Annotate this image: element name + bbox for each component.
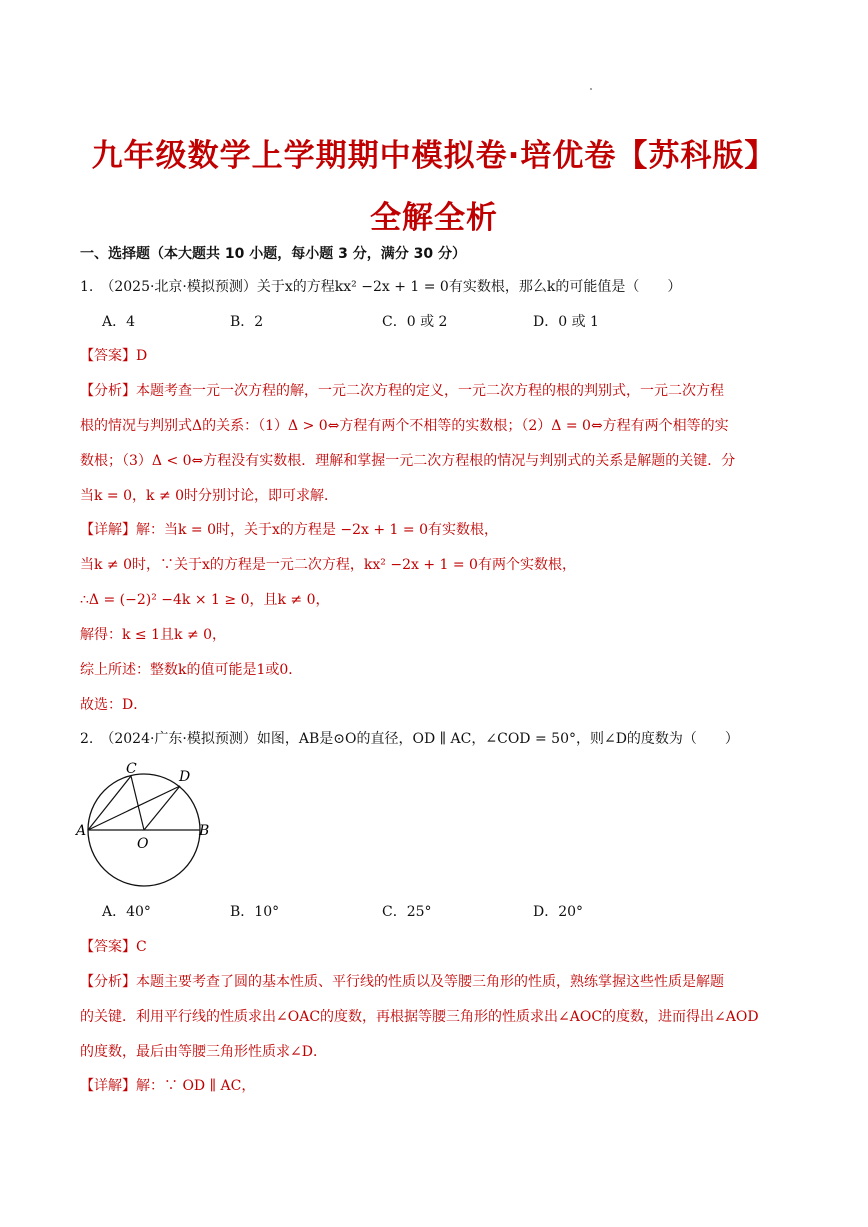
q2-detail-line: 【详解】解：∵ OD ∥ AC， <box>80 1078 256 1094</box>
document-subtitle: 全解全析 <box>370 200 498 236</box>
label-o: O <box>137 836 149 852</box>
q2-option-a: A．40° <box>102 904 151 920</box>
label-d: D <box>179 769 191 785</box>
q1-detail-line: 故选：D． <box>80 697 148 713</box>
q1-analysis-line: 根的情况与判别式Δ的关系：（1）Δ > 0⇔方程有两个不相等的实数根；（2）Δ = 0⇔方程有两个相等的实 <box>80 418 729 434</box>
q2-option-c: C．25° <box>382 904 432 920</box>
q2-analysis-line: 【分析】本题主要考查了圆的基本性质、平行线的性质以及等腰三角形的性质，熟练掌握这些性质是解题 <box>80 974 724 990</box>
label-a: A <box>76 823 87 839</box>
q2-stem: 2. （2024·广东·模拟预测）如图，AB是⊙O的直径，OD ∥ AC，∠COD = 50°，则∠D的度数为（ ） <box>80 731 739 747</box>
q1-detail-line: 综上所述：整数k的值可能是1或0． <box>80 662 303 678</box>
q1-detail-line: 当k ≠ 0时，∵关于x的方程是一元二次方程，kx² −2x + 1 = 0有两个实数根， <box>80 557 576 573</box>
q2-option-b: B．10° <box>230 904 280 920</box>
q2-answer: 【答案】C <box>80 939 147 955</box>
q1-detail-line: 【详解】解：当k = 0时，关于x的方程是 −2x + 1 = 0有实数根， <box>80 522 498 538</box>
q1-analysis-line: 当k = 0，k ≠ 0时分别讨论，即可求解． <box>80 488 339 504</box>
q1-detail-line: 解得：k ≤ 1且k ≠ 0， <box>80 627 227 643</box>
q2-option-d: D．20° <box>533 904 584 920</box>
label-c: C <box>126 762 137 777</box>
q1-detail-line: ∴Δ = (−2)² −4k × 1 ≥ 0，且k ≠ 0， <box>80 592 330 608</box>
q1-option-c: C．0 或 2 <box>382 314 448 330</box>
q1-option-a: A．4 <box>102 314 136 330</box>
document-title: 九年级数学上学期期中模拟卷·培优卷【苏科版】 <box>91 138 777 174</box>
stray-dot <box>590 88 592 90</box>
q1-stem: 1. （2025·北京·模拟预测）关于x的方程kx² −2x + 1 = 0有实数根，那么k的可能值是（ ） <box>80 279 682 295</box>
segment-od <box>144 786 180 830</box>
circle-geometry-figure <box>74 762 224 894</box>
q1-answer: 【答案】D <box>80 348 148 364</box>
segment-co <box>131 776 144 830</box>
label-b: B <box>199 823 210 839</box>
q1-option-d: D．0 或 1 <box>533 314 599 330</box>
q1-option-b: B．2 <box>230 314 264 330</box>
section-heading: 一、选择题（本大题共 10 小题，每小题 3 分，满分 30 分） <box>80 246 466 262</box>
q1-analysis-line: 【分析】本题考查一元一次方程的解，一元二次方程的定义，一元二次方程的根的判别式，一元二次方程 <box>80 383 724 399</box>
q2-analysis-line: 的度数，最后由等腰三角形性质求∠D． <box>80 1044 327 1060</box>
q2-analysis-line: 的关键．利用平行线的性质求出∠OAC的度数，再根据等腰三角形的性质求出∠AOC的度数，进而得出∠AOD <box>80 1009 759 1025</box>
q1-analysis-line: 数根；（3）Δ < 0⇔方程没有实数根．理解和掌握一元二次方程根的情况与判别式的关系是解题的关键．分 <box>80 453 736 469</box>
